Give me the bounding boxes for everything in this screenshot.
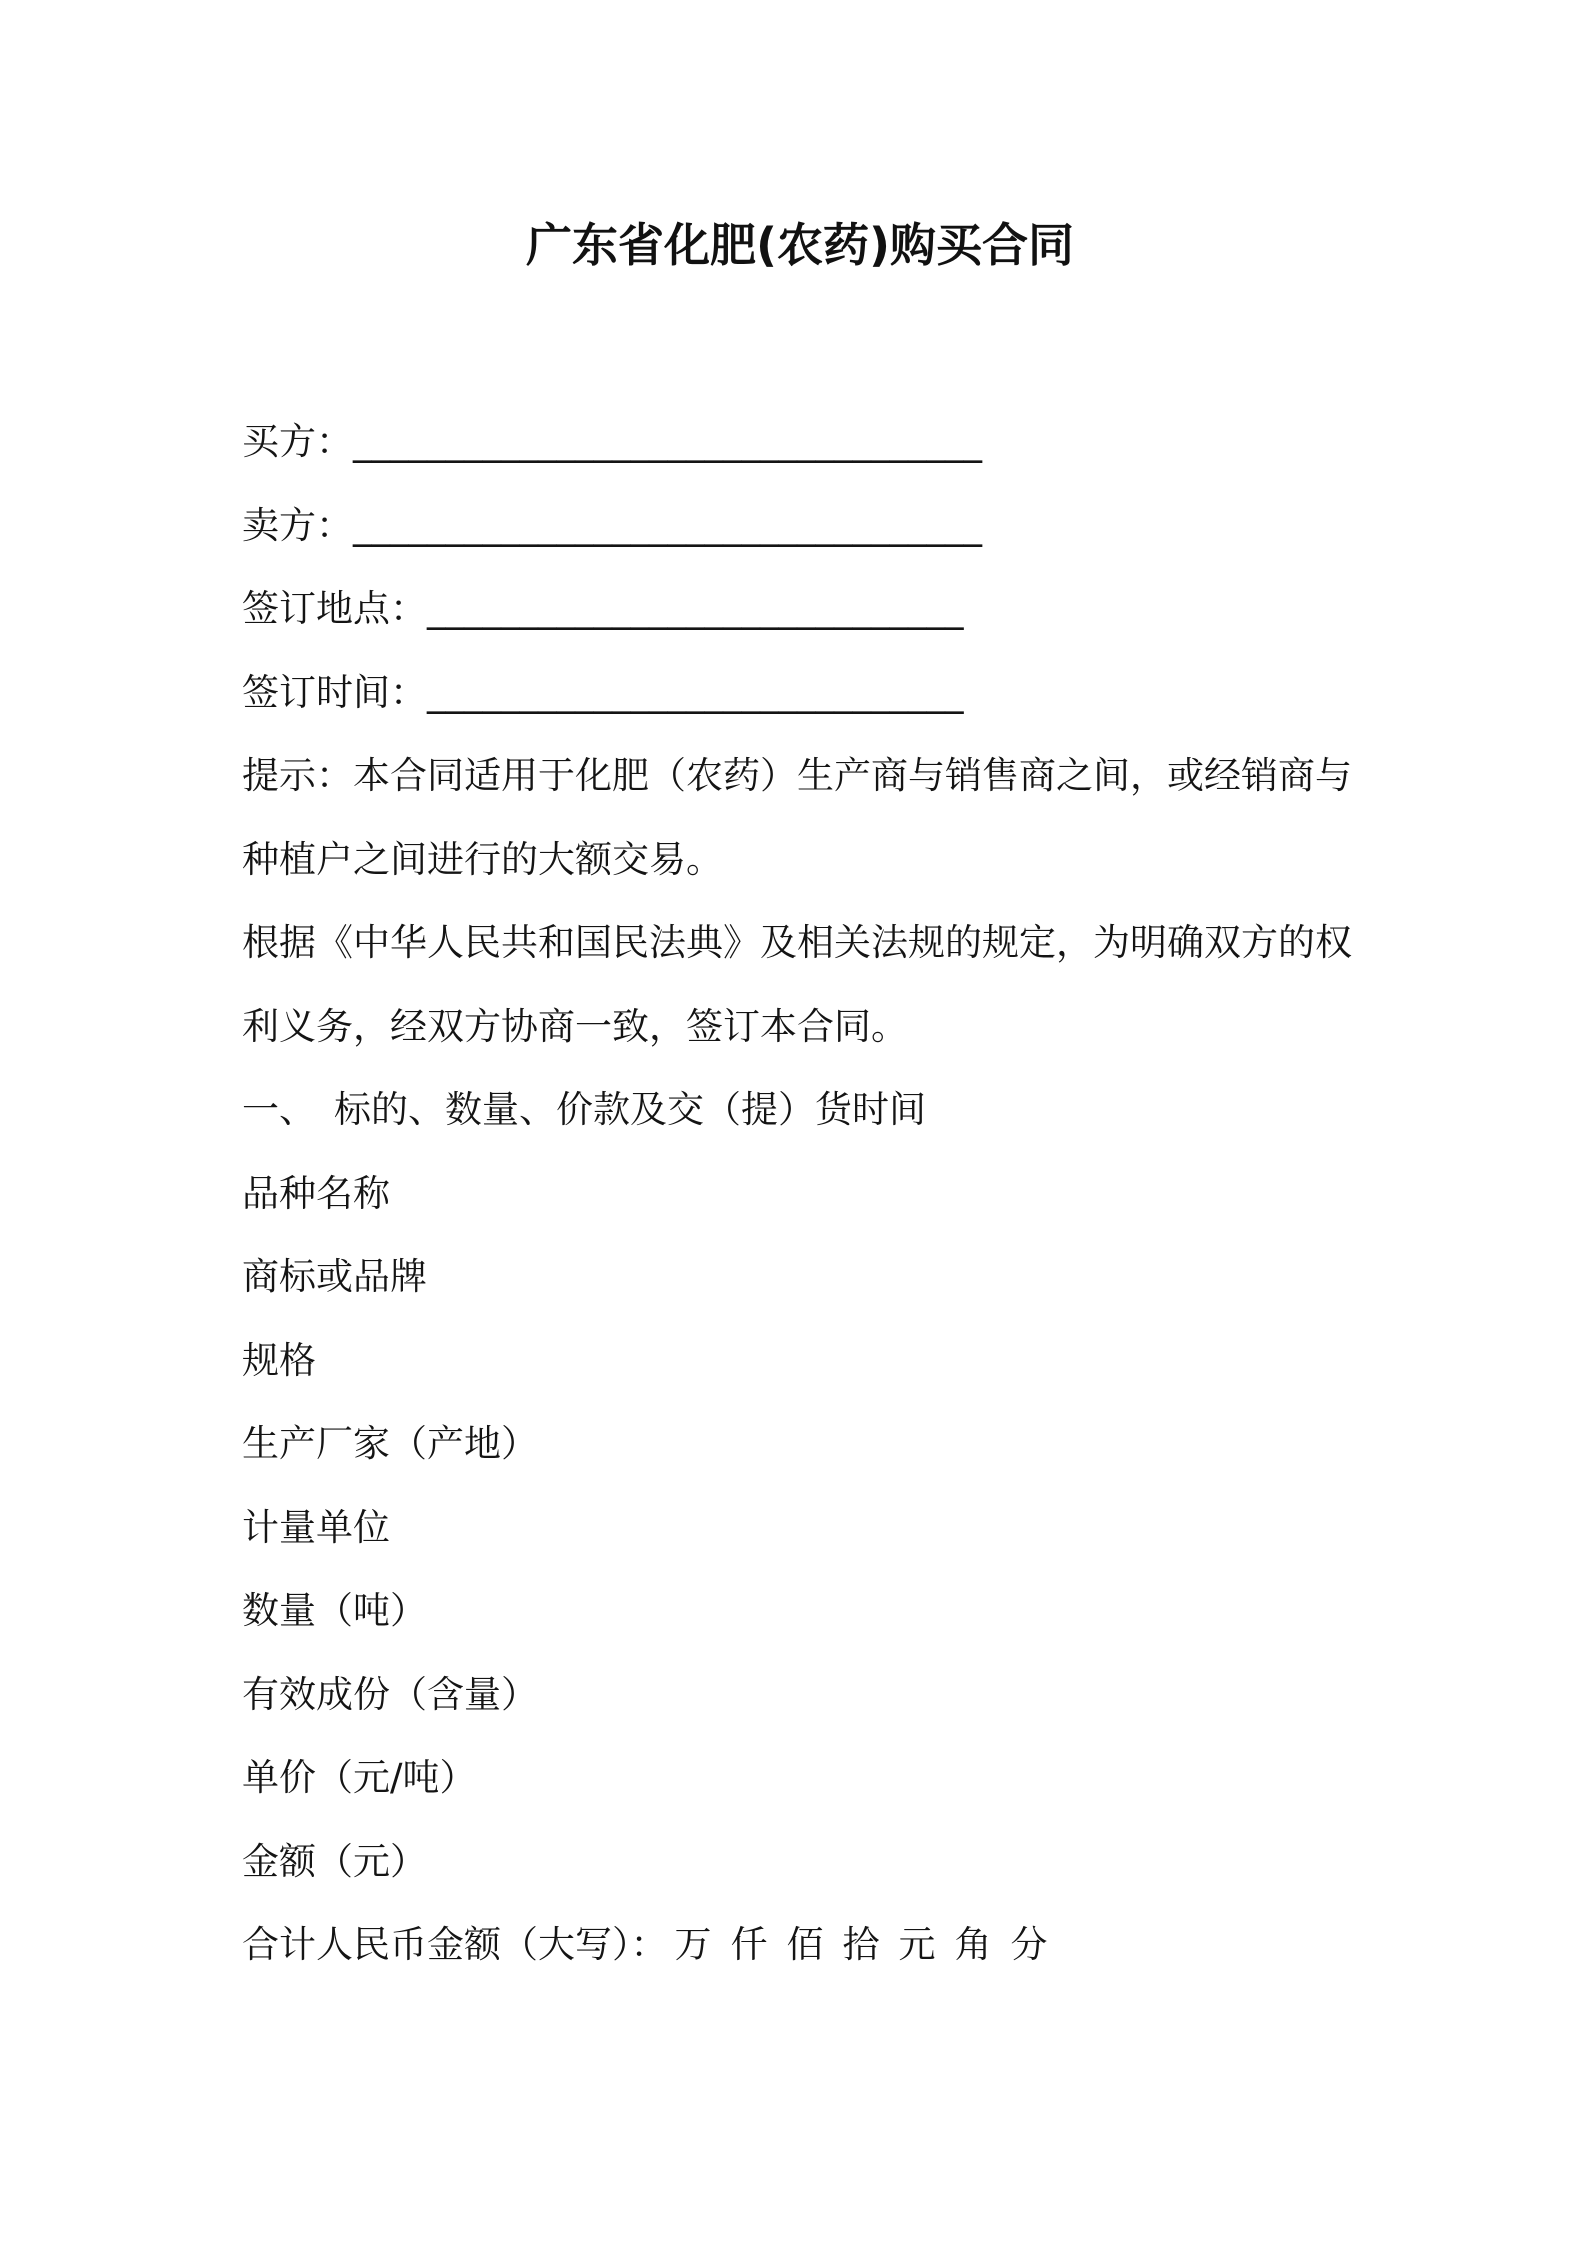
field-brand: 商标或品牌 xyxy=(242,1255,427,1298)
field-specification: 规格 xyxy=(242,1338,316,1382)
signing-place-line xyxy=(242,567,1392,651)
seller-blank: __________________________________ xyxy=(353,503,982,547)
section-title: 标的、数量、价款及交（提）货时间 xyxy=(334,1088,926,1131)
signing-place-label: 签订地点： xyxy=(242,587,427,630)
basis-line: 利义务，经双方协商一致，签订本合同。 xyxy=(242,1004,908,1048)
signing-time-label: 签订时间： xyxy=(242,670,427,714)
unit-shi: 拾 xyxy=(842,1923,880,1966)
section-heading xyxy=(242,1068,1392,1152)
unit-wan: 万 xyxy=(674,1923,712,1966)
notice-line: 种植户之间进行的大额交易。 xyxy=(242,837,723,881)
notice-paragraph xyxy=(242,734,1392,901)
unit-bai: 佰 xyxy=(786,1923,824,1966)
unit-qian: 仟 xyxy=(730,1923,768,1966)
basis-line: 根据《中华人民共和国民法典》及相关法规的规定，为明确双方的权 xyxy=(242,921,1352,964)
field-unit: 计量单位 xyxy=(242,1505,390,1549)
signing-place-blank: _____________________________ xyxy=(427,587,964,630)
field-amount: 金额（元） xyxy=(242,1839,427,1883)
seller-label: 卖方： xyxy=(242,503,353,547)
unit-yuan: 元 xyxy=(898,1923,936,1966)
field-manufacturer: 生产厂家（产地） xyxy=(242,1422,538,1465)
signing-time-blank: _____________________________ xyxy=(427,670,964,714)
unit-fen: 分 xyxy=(1010,1923,1048,1966)
basis-paragraph xyxy=(242,901,1392,1068)
notice-line: 提示：本合同适用于化肥（农药）生产商与销售商之间，或经销商与 xyxy=(242,754,1352,797)
buyer-blank: __________________________________ xyxy=(353,420,982,463)
document-body xyxy=(242,400,1392,1987)
buyer-label: 买方： xyxy=(242,420,353,463)
field-active-content: 有效成份（含量） xyxy=(242,1672,538,1716)
buyer-line xyxy=(242,400,1392,484)
seller-line xyxy=(242,484,1392,568)
field-unit-price: 单价（元/吨） xyxy=(242,1756,477,1799)
currency-units xyxy=(675,1903,1067,1987)
total-amount-line xyxy=(242,1903,1392,1987)
field-quantity: 数量（吨） xyxy=(242,1589,427,1632)
signing-time-line xyxy=(242,651,1392,735)
total-amount-label: 合计人民币金额（大写）： xyxy=(242,1923,668,1966)
field-product-name: 品种名称 xyxy=(242,1171,390,1215)
section-number: 一、 xyxy=(242,1088,316,1131)
document-title: 广东省化肥(农药)购买合同 xyxy=(525,218,1075,272)
unit-jiao: 角 xyxy=(954,1923,992,1966)
